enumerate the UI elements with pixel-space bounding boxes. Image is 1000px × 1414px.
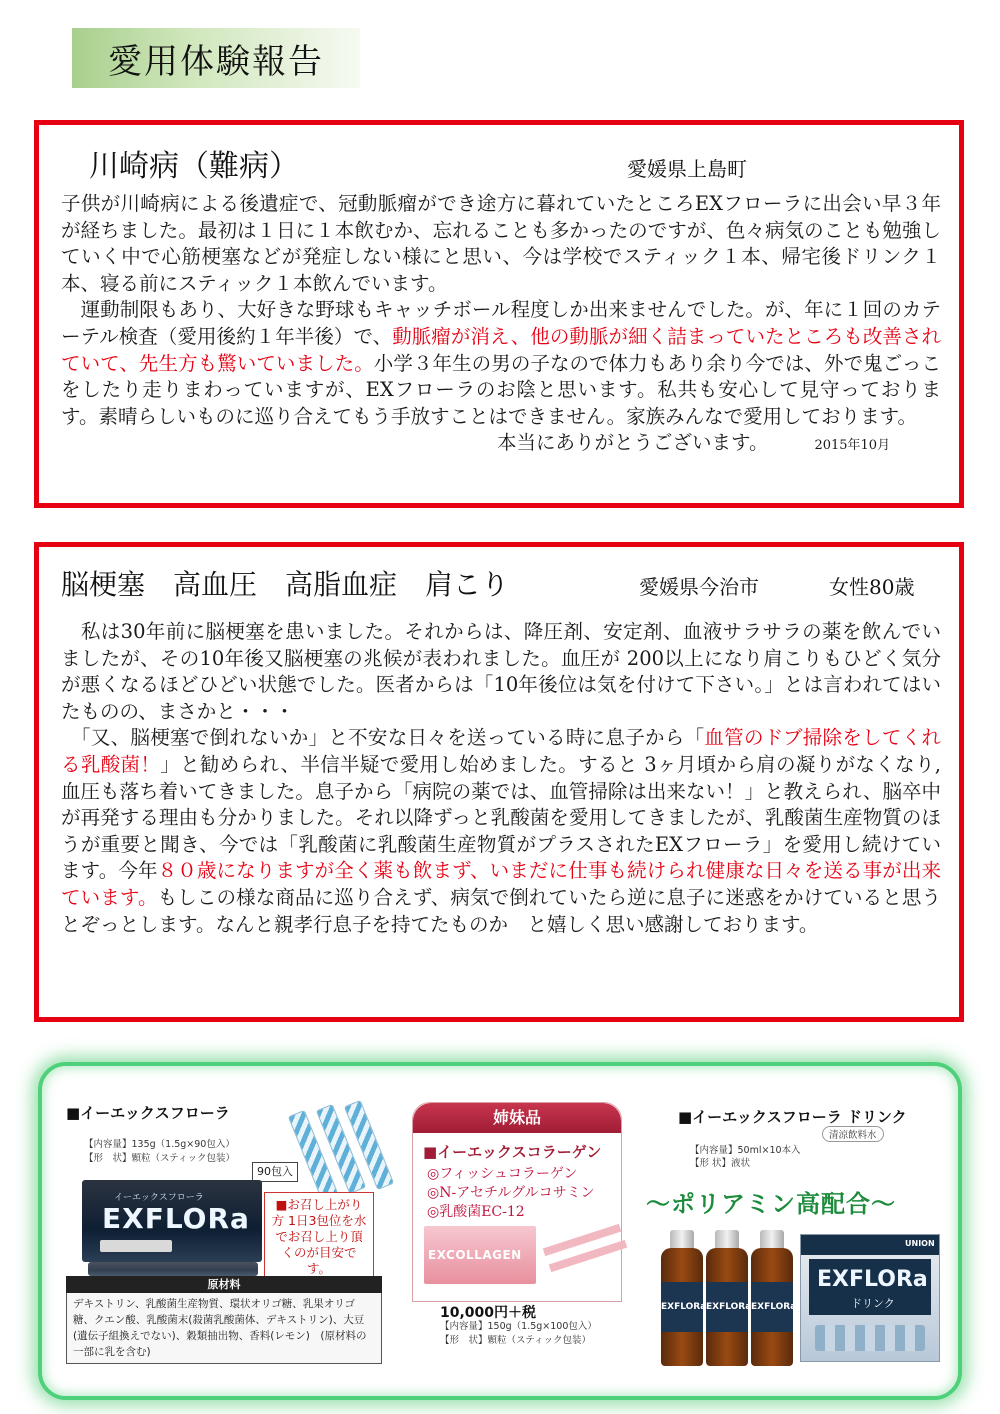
drink-box-image: [800, 1234, 940, 1362]
box-bottom-edge: [88, 1262, 258, 1276]
box-brand: EXCOLLAGEN: [428, 1248, 522, 1262]
headline-polyamine: 〜ポリアミン高配合〜: [646, 1189, 896, 1218]
highlight-text: ８０歳になりますが全く薬も飲まず、いまだに仕事も続けられ健康な日々を送る事が出来ています。: [61, 859, 941, 909]
highlight-text: 動脈瘤が消え、他の動脈が細く詰まっていたところも改善されていて、先生方も驚いていました。: [61, 324, 942, 375]
testimonial-location: 愛媛県上島町: [627, 157, 747, 181]
product-form: 【形 状】液状: [690, 1158, 751, 1169]
testimonial-card-kawasaki: [34, 120, 964, 508]
product-ad-panel: [38, 1062, 962, 1400]
date-text: 2015年10月: [814, 438, 891, 454]
bottle-label: EXFLORa: [751, 1282, 793, 1332]
ingredients-box: [66, 1276, 382, 1364]
box-brand: EXFLORa: [102, 1202, 250, 1235]
bottle-cap: [715, 1230, 739, 1250]
box-maker: UNION: [905, 1239, 935, 1248]
feature-item: ◎乳酸菌EC-12: [427, 1204, 525, 1220]
product-category: 清涼飲料水: [822, 1126, 884, 1142]
paragraph: [61, 297, 941, 430]
paragraph: 私は30年前に脳梗塞を患いました。それからは、降圧剤、安定剤、血液サラサラの薬を飲んでいましたが、その10年後又脳梗塞の兆候が表われました。血圧が 200以上になり肩こりもひどく気分が悪くなるほどひどい状態でした。医者からは「10年後位は気を付けて下さい。」とは言われてはいたものの、まさかと・・・: [61, 620, 941, 723]
testimonial-person: 女性80歳: [829, 575, 915, 599]
product-form: 【形 状】顆粒（スティック包装）: [84, 1153, 236, 1164]
feature-list: [427, 1165, 595, 1222]
bottle-cap: [670, 1230, 694, 1250]
text: 運動制限もあり、大好きな野球もキャッチボール程度しか出来ませんでした。が、年に１回のカテーテル検査（愛用後約１年半後）で、: [61, 298, 941, 348]
product-content: 【内容量】135g（1.5g×90包入）: [84, 1139, 235, 1150]
thanks-text: [61, 430, 941, 460]
testimonial-body: [61, 191, 941, 460]
bottle-label: EXFLORa: [706, 1282, 748, 1332]
testimonial-title: 脳梗塞 高血圧 高脂血症 肩こり: [61, 568, 510, 601]
paragraph: 子供が川崎病による後遺症で、冠動脈瘤ができ途方に暮れていたところEXフローラに出会い早３年が経ちました。最初は１日に１本飲むか、忘れることも多かったのですが、色々病気のことも勉強していく中で心筋梗塞などが発症しない様にと思い、今は学校でスティック１本、帰宅後ドリンク１本、寝る前にスティック１本飲んでいます。: [61, 192, 941, 295]
box-label-strip: [100, 1240, 172, 1252]
text: 」と勧められ、半信半疑で愛用し始めました。すると 3ヶ月頃から肩の凝りがなくなり,血圧も落ち着いてきました。息子から「病院の薬では、血管掃除は出来ない！」と教えられ、脳卒中が再発する理由も分かりました。それ以降ずっと乳酸菌を愛用してきましたが、乳酸菌生産物質のほうが重要と聞き、今では「乳酸菌に乳酸菌生産物質がプラスされたEXフローラ」を愛用し続けています。今年: [61, 752, 941, 883]
ingredients-text: デキストリン、乳酸菌生産物質、環状オリゴ糖、乳果オリゴ糖、クエン酸、乳酸菌末(殺菌乳酸菌体、デキストリン)、大豆(遺伝子組換えでない)、穀類抽出物、香料(レモン) (原材料の一部に乳を含む): [66, 1293, 382, 1364]
product-content: 【内容量】150g（1.5g×100包入）: [440, 1321, 597, 1332]
product-price: 10,000円＋税: [440, 1305, 537, 1321]
feature-item: ◎N-アセチルグルコサミン: [427, 1185, 595, 1201]
text: 本当にありがとうございます。: [497, 431, 769, 455]
feature-item: ◎フィッシュコラーゲン: [427, 1166, 578, 1182]
collagen-box-image: [424, 1226, 536, 1284]
box-sub: ドリンク: [851, 1297, 895, 1310]
product-name: ■イーエックスフローラ ドリンク: [678, 1108, 907, 1126]
pack-count-label: 90包入: [252, 1162, 298, 1182]
paragraph: [61, 725, 941, 938]
product-content: 【内容量】50ml×10本入: [690, 1145, 801, 1156]
box-brand: EXFLORa: [817, 1267, 928, 1292]
box-kana: イーエックスフローラ: [114, 1193, 204, 1203]
testimonial-card-stroke: [34, 542, 964, 1022]
text: 「又、脳梗塞で倒れないか」と不安な日々を送っている時に息子から「: [61, 726, 705, 750]
text: もしこの様な商品に巡り合えず、病気で倒れていたら逆に息子に迷惑をかけていると思うとぞっとします。なんと親孝行息子を持てたものか と嬉しく思い感謝しております。: [61, 885, 941, 936]
testimonial-title: 川崎病（難病）: [89, 149, 299, 184]
testimonial-location: 愛媛県今治市: [639, 575, 759, 599]
product-form: 【形 状】顆粒（スティック包装）: [440, 1335, 592, 1346]
bottle-label: EXFLORa: [661, 1282, 703, 1332]
box-ingredient-graphic: [815, 1325, 925, 1351]
testimonial-body: [61, 619, 941, 938]
highlight-text: 血管のドブ掃除をしてくれる乳酸菌！: [61, 726, 941, 776]
product-name: ■イーエックスフローラ: [66, 1104, 230, 1122]
signoff-line: [61, 430, 941, 460]
text: 小学３年生の男の子なので体力もあり余り今では、外で鬼ごっこをしたり走りまわっていますが、EXフローラのお陰と思います。私共も安心して見守っております。素晴らしいものに巡り合えてもう手放すことはできません。家族みんなで愛用しております。: [61, 351, 941, 428]
sister-product-tag: 姉妹品: [413, 1103, 621, 1133]
serving-note: ■お召し上がり方 1日3包位を水でお召し上り頂くのが目安です。: [264, 1192, 374, 1282]
bottle-cap: [760, 1230, 784, 1250]
exflora-box-image: [82, 1180, 262, 1262]
ingredients-title: 原材料: [66, 1276, 382, 1293]
product-name: ■イーエックスコラーゲン: [423, 1143, 602, 1161]
page-title: 愛用体験報告: [72, 28, 360, 88]
